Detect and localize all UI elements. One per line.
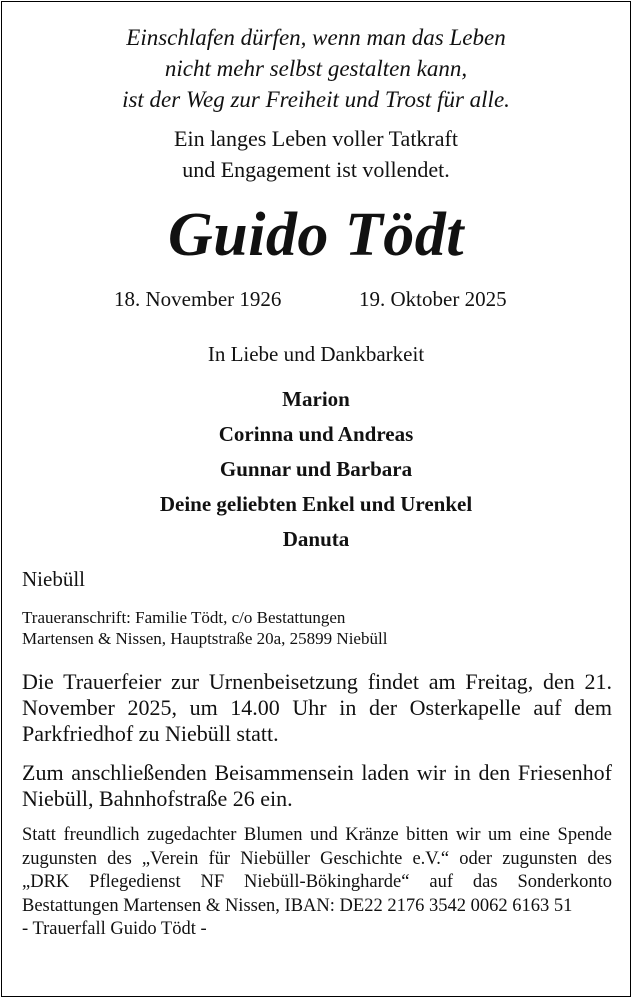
motto-line: Einschlafen dürfen, wenn man das Leben bbox=[126, 25, 506, 50]
address-line: Martensen & Nissen, Hauptstraße 20a, 25899 Niebüll bbox=[22, 629, 388, 648]
address-line: Traueranschrift: Familie Tödt, c/o Bestattungen bbox=[22, 608, 346, 627]
deceased-name: Guido Tödt bbox=[167, 201, 465, 269]
mourner-name: Deine geliebten Enkel und Urenkel bbox=[159, 492, 473, 516]
mourning-address bbox=[22, 607, 387, 649]
intro-line: Ein langes Leben voller Tatkraft bbox=[174, 126, 458, 151]
funeral-reference: - Trauerfall Guido Tödt - bbox=[22, 919, 207, 939]
mourners-intro: In Liebe und Dankbarkeit bbox=[207, 342, 425, 366]
place-name: Niebüll bbox=[22, 567, 85, 591]
intro-text bbox=[2, 123, 630, 185]
gathering-paragraph: Zum anschließenden Beisammensein laden wir in den Friesenhof Niebüll, Bahnhofstraße 26 ein. bbox=[22, 760, 612, 811]
obituary-frame bbox=[1, 1, 631, 997]
mourner-name: Danuta bbox=[282, 527, 350, 551]
ceremony-paragraph: Die Trauerfeier zur Urnenbeisetzung findet am Freitag, den 21. November 2025, um 14.00 Uhr in der Osterkapelle auf dem Parkfriedhof zu Niebüll statt. bbox=[22, 669, 612, 746]
mourners-list bbox=[2, 382, 630, 557]
intro-line: und Engagement ist vollendet. bbox=[182, 157, 450, 182]
mourner-name: Corinna und Andreas bbox=[218, 422, 414, 446]
death-date: 19. Oktober 2025 bbox=[359, 287, 507, 311]
mourner-name: Marion bbox=[282, 387, 350, 411]
donation-paragraph bbox=[22, 824, 612, 942]
motto-quote bbox=[2, 22, 630, 115]
donation-text: Statt freundlich zugedachter Blumen und Kränze bitten wir um eine Spende zugunsten des „Verein für Niebüller Geschichte e.V.“ oder zugunsten des „DRK Pflegedienst NF Niebüll-Bökingharde“ auf das Sonderkonto Bestattungen Martensen & Nissen, IBAN: DE22 2176 3542 0062 6163 51 bbox=[22, 825, 612, 916]
motto-line: ist der Weg zur Freiheit und Trost für alle. bbox=[122, 87, 510, 112]
mourner-name: Gunnar und Barbara bbox=[219, 457, 413, 481]
motto-line: nicht mehr selbst gestalten kann, bbox=[164, 56, 468, 81]
birth-date: 18. November 1926 bbox=[114, 287, 282, 311]
